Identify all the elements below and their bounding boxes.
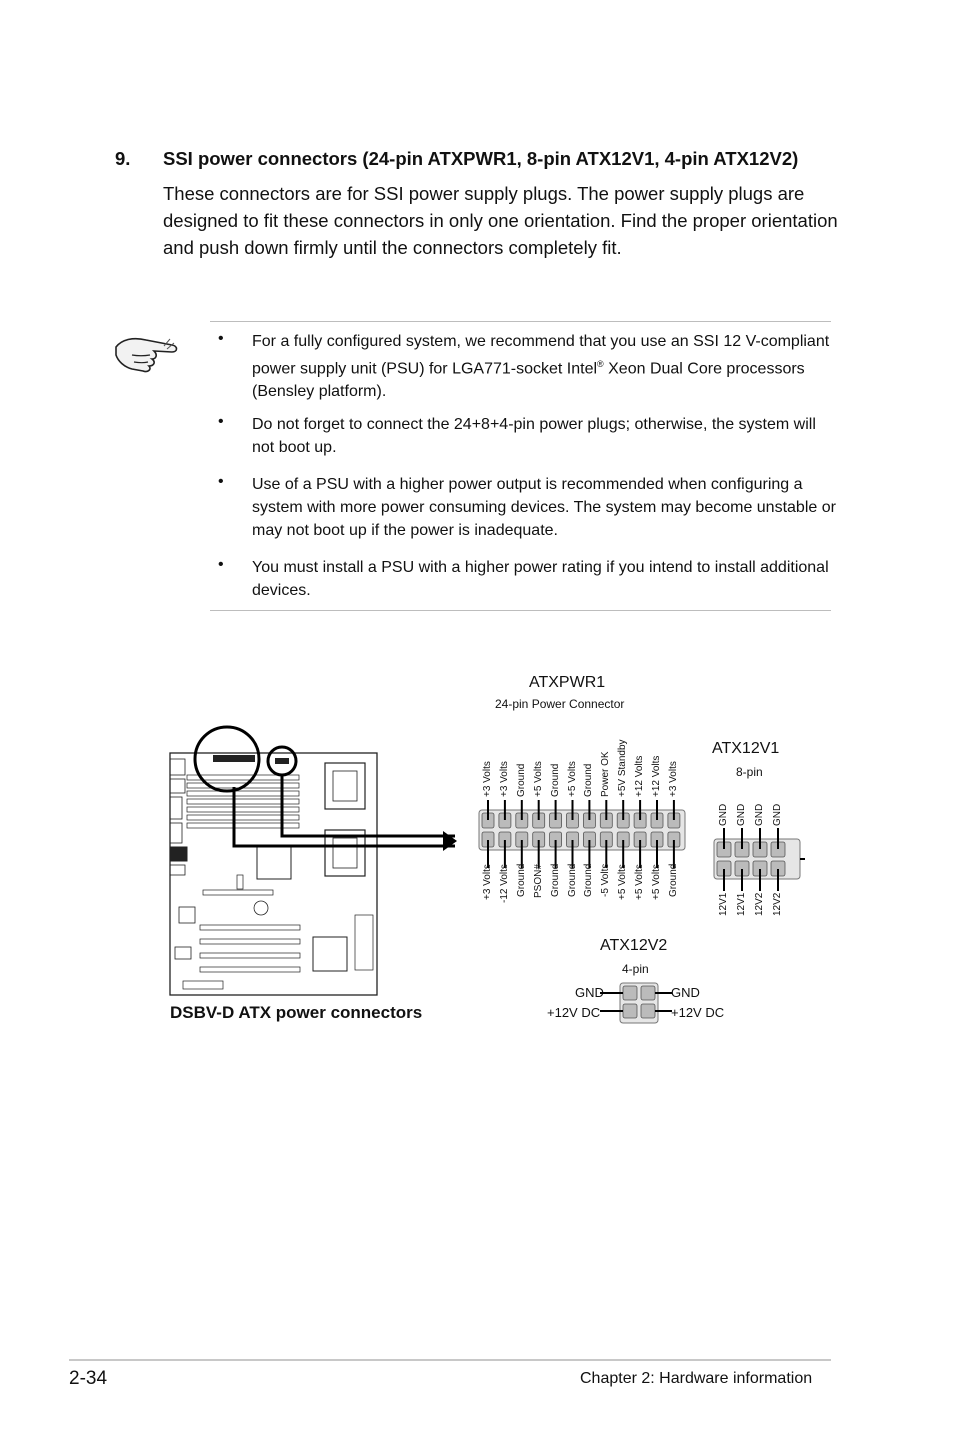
footer-rule [69, 1359, 831, 1361]
section-title: SSI power connectors (24-pin ATXPWR1, 8-pin ATX12V1, 4-pin ATX12V2) [163, 148, 799, 169]
atxpwr1-bottom-pin-label: -12 Volts [498, 864, 510, 903]
atxpwr1-top-pin-label: +5V Standby [617, 739, 629, 797]
note-item-3: Use of a PSU with a higher power output is recommended when configuring a system with more power consuming devices. The system may become unstable or may not boot up if the power is inadequate. [252, 476, 836, 539]
atxpwr1-top-pin-label: +3 Volts [498, 761, 510, 797]
atxpwr1-top-pin-label: +5 Volts [566, 761, 578, 797]
atxpwr1-bottom-pin-label: +5 Volts [617, 864, 629, 900]
atx12v1-top-pin-label: GND [736, 803, 747, 826]
note-item-1: For a fully configured system, we recommend that you use an SSI 12 V-compliant power supply unit (PSU) for LGA771-socket Intel® Xeon Dual Core processors (Bensley platform). [252, 333, 830, 401]
note-bullet: • [218, 413, 224, 430]
atxpwr1-bottom-pin-label: Ground [515, 863, 527, 897]
atx12v1-top-pin-label: GND [718, 803, 729, 826]
atx12v1-title: ATX12V1 [712, 740, 780, 757]
section-number: 9. [115, 148, 131, 169]
atx12v1-bottom-pin-label: 12V2 [754, 892, 765, 916]
atxpwr1-bottom-pin-label: +5 Volts [634, 864, 646, 900]
atxpwr1-top-pin-label: Ground [583, 763, 595, 797]
atxpwr1-title: ATXPWR1 [529, 674, 606, 691]
atxpwr1-subtitle: 24-pin Power Connector [495, 697, 625, 711]
motherboard-layout [165, 725, 465, 1000]
atxpwr1-bottom-pin-label: Ground [667, 863, 679, 897]
atxpwr1-top-pin-label: +12 Volts [634, 755, 646, 797]
atxpwr1-connector [473, 800, 691, 870]
note-bullet: • [218, 473, 224, 490]
atxpwr1-top-pin-label: +5 Volts [532, 761, 544, 797]
note-item-4: You must install a PSU with a higher power rating if you intend to install additional devices. [252, 559, 829, 599]
atxpwr1-bottom-pin-label: +5 Volts [651, 864, 662, 900]
atxpwr1-bottom-pin-label: -5 Volts [600, 863, 612, 897]
atx12v2-title: ATX12V2 [600, 937, 668, 954]
hand-pointing-icon [112, 325, 182, 375]
atx12v2-connector [600, 980, 675, 1028]
atxpwr1-top-pin-label: Ground [515, 763, 527, 797]
page-number: 2-34 [69, 1368, 108, 1389]
atx12v2-subtitle: 4-pin [622, 962, 649, 976]
section-intro: These connectors are for SSI power supply plugs. The power supply plugs are designed to fit these connectors in only one orientation. Find the proper orientation and push down firmly until the connectors completely fit. [163, 183, 838, 258]
atxpwr1-top-pin-label: +12 Volts [651, 755, 662, 797]
atx12v2-left-label-1: GND [575, 985, 604, 1000]
atxpwr1-bottom-pin-label: Ground [583, 863, 595, 897]
atx12v1-top-pin-label: GND [772, 803, 783, 826]
atxpwr1-bottom-pin-label: PSON# [532, 864, 544, 898]
atxpwr1-bottom-pin-label: Ground [566, 863, 578, 897]
atx12v2-right-label-1: GND [671, 985, 700, 1000]
atx12v2-left-label-2: +12V DC [547, 1005, 601, 1020]
atx12v1-bottom-pin-label: 12V2 [772, 892, 783, 916]
atxpwr1-top-pin-label: Power OK [600, 751, 612, 797]
atxpwr1-top-pin-label: +3 Volts [482, 761, 493, 797]
atx12v1-top-pin-label: GND [754, 803, 765, 826]
note-item-2: Do not forget to connect the 24+8+4-pin power plugs; otherwise, the system will not boot up. [252, 416, 816, 456]
atxpwr1-bottom-pin-label: Ground [549, 863, 561, 897]
chapter-title: Chapter 2: Hardware information [580, 1370, 813, 1387]
atx12v1-bottom-pin-label: 12V1 [718, 892, 729, 916]
atxpwr1-bottom-pin-label: +3 Volts [482, 864, 493, 900]
atx12v1-bottom-pin-label: 12V1 [736, 892, 747, 916]
note-bullet: • [218, 556, 224, 573]
atx12v2-right-label-2: +12V DC [671, 1005, 725, 1020]
atx12v1-connector [710, 825, 805, 895]
note-bottom-rule [210, 610, 831, 611]
atxpwr1-top-pin-label: Ground [549, 763, 561, 797]
diagram-caption: DSBV-D ATX power connectors [170, 1003, 423, 1022]
atxpwr1-top-pin-label: +3 Volts [667, 761, 679, 797]
note-top-rule [210, 321, 831, 322]
note-bullet: • [218, 330, 224, 347]
atx12v1-subtitle: 8-pin [736, 765, 763, 779]
